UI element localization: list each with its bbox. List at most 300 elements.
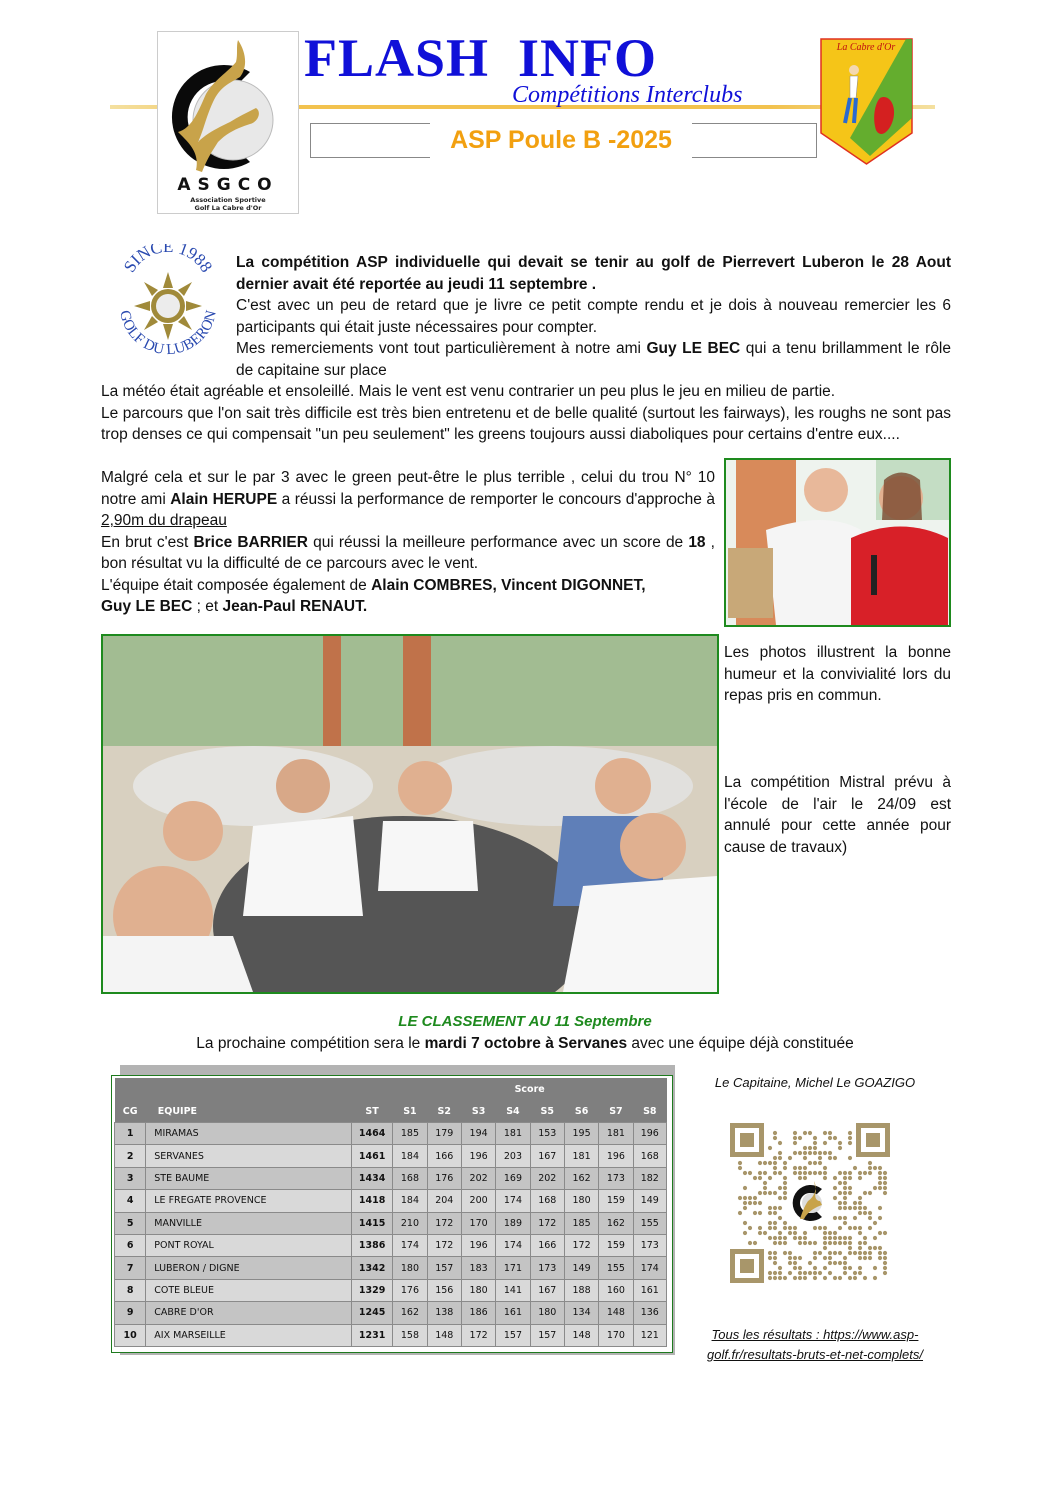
cell-s6: 148 bbox=[564, 1324, 598, 1346]
qr-module bbox=[823, 1171, 827, 1175]
cell-s2: 166 bbox=[427, 1145, 461, 1167]
qr-module bbox=[848, 1226, 852, 1230]
qr-module bbox=[883, 1261, 887, 1265]
qr-module bbox=[798, 1256, 802, 1260]
crest-label: La Cabre d'Or bbox=[836, 42, 896, 53]
qr-module bbox=[818, 1226, 822, 1230]
qr-module bbox=[823, 1236, 827, 1240]
qr-module bbox=[838, 1201, 842, 1205]
cell-s5: 167 bbox=[530, 1279, 564, 1301]
team-names-3: Jean-Paul RENAUT. bbox=[222, 598, 368, 615]
qr-module bbox=[808, 1171, 812, 1175]
cell-s6: 134 bbox=[564, 1302, 598, 1324]
qr-code bbox=[730, 1123, 890, 1283]
mistral-note: La compétition Mistral prévu à l'école de l'air le 24/09 est annulé pour cette année pour cause de travaux) bbox=[724, 774, 951, 856]
table-row bbox=[115, 1145, 667, 1167]
qr-module bbox=[848, 1266, 852, 1270]
qr-module bbox=[813, 1151, 817, 1155]
qr-module bbox=[813, 1226, 817, 1230]
table-row bbox=[115, 1167, 667, 1189]
qr-module bbox=[848, 1136, 852, 1140]
logo-line2: Golf La Cabre d'Or bbox=[194, 204, 262, 212]
qr-module bbox=[833, 1251, 837, 1255]
qr-module bbox=[778, 1156, 782, 1160]
qr-module bbox=[858, 1231, 862, 1235]
cell-s8: 121 bbox=[633, 1324, 666, 1346]
qr-module bbox=[883, 1271, 887, 1275]
qr-module bbox=[828, 1156, 832, 1160]
qr-module bbox=[808, 1151, 812, 1155]
page-title: FLASH INFO bbox=[304, 28, 658, 88]
next-competition bbox=[0, 1033, 1050, 1055]
brut-b: qui réussi la meilleure performance avec un score de bbox=[307, 533, 689, 551]
qr-module bbox=[803, 1156, 807, 1160]
qr-module bbox=[748, 1196, 752, 1200]
cell-s2: 176 bbox=[427, 1167, 461, 1189]
qr-module bbox=[883, 1256, 887, 1260]
qr-module bbox=[773, 1221, 777, 1225]
qr-module bbox=[843, 1186, 847, 1190]
qr-module bbox=[848, 1276, 852, 1280]
qr-module bbox=[878, 1256, 882, 1260]
qr-module bbox=[833, 1196, 837, 1200]
qr-module bbox=[783, 1196, 787, 1200]
qr-module bbox=[878, 1171, 882, 1175]
qr-module bbox=[818, 1271, 822, 1275]
qr-module bbox=[813, 1171, 817, 1175]
qr-module bbox=[758, 1171, 762, 1175]
approach-distance: 2,90m du drapeau bbox=[101, 512, 227, 529]
cell-st: 1464 bbox=[351, 1123, 392, 1145]
qr-module bbox=[863, 1276, 867, 1280]
column-header-s4: S4 bbox=[496, 1100, 530, 1123]
cabre-dor-crest bbox=[820, 38, 913, 165]
cell-cg: 5 bbox=[115, 1212, 146, 1234]
qr-module bbox=[798, 1266, 802, 1270]
qr-module bbox=[793, 1131, 797, 1135]
qr-module bbox=[773, 1171, 777, 1175]
qr-module bbox=[833, 1261, 837, 1265]
cell-s5: 168 bbox=[530, 1190, 564, 1212]
cell-s2: 179 bbox=[427, 1123, 461, 1145]
cell-equipe: PONT ROYAL bbox=[146, 1234, 352, 1256]
cell-equipe: MANVILLE bbox=[146, 1212, 352, 1234]
qr-module bbox=[883, 1186, 887, 1190]
team-a: L'équipe était composée également de bbox=[101, 576, 372, 594]
qr-module bbox=[763, 1186, 767, 1190]
qr-module bbox=[833, 1236, 837, 1240]
logo-line1: Association Sportive bbox=[190, 196, 266, 204]
cell-s6: 149 bbox=[564, 1257, 598, 1279]
qr-module bbox=[798, 1171, 802, 1175]
cell-s4: 157 bbox=[496, 1324, 530, 1346]
qr-module bbox=[798, 1271, 802, 1275]
qr-module bbox=[743, 1196, 747, 1200]
column-header-s8: S8 bbox=[633, 1100, 666, 1123]
qr-module bbox=[858, 1256, 862, 1260]
cell-equipe: STE BAUME bbox=[146, 1167, 352, 1189]
table-row bbox=[115, 1302, 667, 1324]
logo-letters: ASGCO bbox=[177, 175, 279, 195]
cell-equipe: MIRAMAS bbox=[146, 1123, 352, 1145]
qr-module bbox=[823, 1241, 827, 1245]
qr-module bbox=[868, 1226, 872, 1230]
qr-module bbox=[823, 1226, 827, 1230]
cell-cg: 1 bbox=[115, 1123, 146, 1145]
team-mid: ; et bbox=[192, 598, 223, 615]
qr-module bbox=[848, 1131, 852, 1135]
qr-module bbox=[838, 1226, 842, 1230]
qr-module bbox=[768, 1221, 772, 1225]
column-header-equipe: EQUIPE bbox=[146, 1100, 352, 1123]
cell-s5: 202 bbox=[530, 1167, 564, 1189]
qr-module bbox=[778, 1241, 782, 1245]
cell-s8: 196 bbox=[633, 1123, 666, 1145]
qr-module bbox=[793, 1231, 797, 1235]
cell-s8: 149 bbox=[633, 1190, 666, 1212]
cell-s2: 157 bbox=[427, 1257, 461, 1279]
cell-s3: 196 bbox=[461, 1145, 495, 1167]
team-names-2: Guy LE BEC bbox=[101, 598, 193, 615]
qr-module bbox=[793, 1166, 797, 1170]
qr-module bbox=[858, 1171, 862, 1175]
qr-module bbox=[853, 1251, 857, 1255]
qr-module bbox=[883, 1266, 887, 1270]
captain-name: Guy LE BEC bbox=[646, 340, 741, 357]
cell-st: 1461 bbox=[351, 1145, 392, 1167]
cell-st: 1342 bbox=[351, 1257, 392, 1279]
intro-p1: C'est avec un peu de retard que je livre ce petit compte rendu et je dois à nouveau remercier les 6 participants qui était juste nécessaires pour compter. bbox=[236, 297, 951, 336]
qr-module bbox=[848, 1251, 852, 1255]
cell-s1: 174 bbox=[393, 1234, 427, 1256]
qr-module bbox=[783, 1226, 787, 1230]
qr-module bbox=[798, 1151, 802, 1155]
qr-module bbox=[793, 1171, 797, 1175]
qr-module bbox=[783, 1176, 787, 1180]
qr-module bbox=[758, 1161, 762, 1165]
cell-s8: 155 bbox=[633, 1212, 666, 1234]
cell-s8: 173 bbox=[633, 1234, 666, 1256]
column-header-cg: CG bbox=[115, 1100, 146, 1123]
qr-module bbox=[783, 1241, 787, 1245]
cell-s2: 172 bbox=[427, 1212, 461, 1234]
qr-module bbox=[848, 1191, 852, 1195]
qr-module bbox=[858, 1266, 862, 1270]
qr-module bbox=[848, 1156, 852, 1160]
qr-module bbox=[763, 1171, 767, 1175]
qr-module bbox=[778, 1236, 782, 1240]
qr-module bbox=[743, 1221, 747, 1225]
qr-module bbox=[828, 1231, 832, 1235]
qr-module bbox=[753, 1176, 757, 1180]
qr-module bbox=[878, 1206, 882, 1210]
qr-module bbox=[808, 1146, 812, 1150]
qr-module bbox=[833, 1241, 837, 1245]
qr-module bbox=[788, 1256, 792, 1260]
qr-module bbox=[833, 1231, 837, 1235]
qr-module bbox=[813, 1141, 817, 1145]
qr-module bbox=[818, 1251, 822, 1255]
qr-module bbox=[853, 1226, 857, 1230]
qr-module bbox=[843, 1261, 847, 1265]
cell-cg: 7 bbox=[115, 1257, 146, 1279]
qr-module bbox=[868, 1216, 872, 1220]
qr-module bbox=[838, 1261, 842, 1265]
column-header-st: ST bbox=[351, 1100, 392, 1123]
qr-module bbox=[843, 1236, 847, 1240]
cell-s1: 168 bbox=[393, 1167, 427, 1189]
qr-module bbox=[793, 1136, 797, 1140]
qr-module bbox=[748, 1226, 752, 1230]
qr-module bbox=[823, 1176, 827, 1180]
next-b: avec une équipe déjà constituée bbox=[627, 1035, 854, 1052]
column-header-s7: S7 bbox=[599, 1100, 633, 1123]
intro-p2-text-end: qui a tenu brillamment le rôle de capitaine sur place bbox=[236, 340, 951, 379]
qr-module bbox=[863, 1256, 867, 1260]
qr-module bbox=[863, 1251, 867, 1255]
cell-s1: 185 bbox=[393, 1123, 427, 1145]
qr-module bbox=[838, 1276, 842, 1280]
qr-module bbox=[758, 1176, 762, 1180]
qr-module bbox=[768, 1256, 772, 1260]
qr-module bbox=[853, 1276, 857, 1280]
award-photo bbox=[724, 458, 951, 627]
cell-st: 1329 bbox=[351, 1279, 392, 1301]
qr-module bbox=[813, 1266, 817, 1270]
qr-module bbox=[793, 1141, 797, 1145]
cell-s8: 161 bbox=[633, 1279, 666, 1301]
cell-s3: 194 bbox=[461, 1123, 495, 1145]
qr-module bbox=[868, 1171, 872, 1175]
cell-equipe: AIX MARSEILLE bbox=[146, 1324, 352, 1346]
cell-s2: 138 bbox=[427, 1302, 461, 1324]
qr-module bbox=[793, 1226, 797, 1230]
cell-s8: 136 bbox=[633, 1302, 666, 1324]
cell-s6: 180 bbox=[564, 1190, 598, 1212]
column-header-row bbox=[115, 1100, 667, 1123]
qr-module bbox=[768, 1276, 772, 1280]
qr-module bbox=[743, 1206, 747, 1210]
classement-title: LE CLASSEMENT AU 11 Septembre bbox=[398, 1013, 652, 1030]
qr-module bbox=[818, 1161, 822, 1165]
photos-caption: Les photos illustrent la bonne humeur et la convivialité lors du repas pris en commun. bbox=[724, 644, 951, 704]
results-link[interactable]: Tous les résultats : https://www.asp-golf.fr/resultats-bruts-et-net-complets/ bbox=[706, 1327, 924, 1362]
qr-module bbox=[878, 1186, 882, 1190]
qr-module bbox=[873, 1186, 877, 1190]
qr-module bbox=[883, 1181, 887, 1185]
cell-s6: 172 bbox=[564, 1234, 598, 1256]
cell-s4: 174 bbox=[496, 1234, 530, 1256]
qr-module bbox=[748, 1241, 752, 1245]
approach-a: Malgré cela et sur le par 3 avec le green peut-être le plus terrible , celui du trou N° 10 notre ami bbox=[101, 469, 715, 508]
qr-module bbox=[783, 1221, 787, 1225]
qr-module bbox=[768, 1191, 772, 1195]
qr-module bbox=[848, 1186, 852, 1190]
qr-module bbox=[758, 1231, 762, 1235]
qr-module bbox=[803, 1276, 807, 1280]
qr-module bbox=[813, 1146, 817, 1150]
qr-module bbox=[878, 1231, 882, 1235]
qr-module bbox=[878, 1166, 882, 1170]
qr-module bbox=[843, 1221, 847, 1225]
qr-module bbox=[803, 1176, 807, 1180]
cell-cg: 4 bbox=[115, 1190, 146, 1212]
qr-module bbox=[883, 1191, 887, 1195]
table-row bbox=[115, 1324, 667, 1346]
cell-st: 1415 bbox=[351, 1212, 392, 1234]
intro-p2-text: Mes remerciements vont tout particulièrement à notre ami bbox=[236, 340, 647, 357]
cell-cg: 2 bbox=[115, 1145, 146, 1167]
column-header-s1: S1 bbox=[393, 1100, 427, 1123]
qr-module bbox=[848, 1206, 852, 1210]
qr-module bbox=[838, 1146, 842, 1150]
qr-module bbox=[758, 1211, 762, 1215]
cell-s7: 162 bbox=[599, 1212, 633, 1234]
qr-module bbox=[788, 1156, 792, 1160]
brut-a: En brut c'est bbox=[101, 533, 194, 551]
qr-module bbox=[768, 1146, 772, 1150]
qr-module bbox=[803, 1151, 807, 1155]
qr-module bbox=[763, 1161, 767, 1165]
qr-module bbox=[773, 1251, 777, 1255]
cell-s5: 166 bbox=[530, 1234, 564, 1256]
page-subtitle: Compétitions Interclubs bbox=[512, 82, 743, 108]
qr-module bbox=[833, 1186, 837, 1190]
qr-module bbox=[788, 1226, 792, 1230]
qr-module bbox=[858, 1271, 862, 1275]
qr-module bbox=[738, 1196, 742, 1200]
qr-module bbox=[848, 1241, 852, 1245]
qr-module bbox=[778, 1196, 782, 1200]
cell-s1: 184 bbox=[393, 1190, 427, 1212]
qr-module bbox=[863, 1206, 867, 1210]
qr-module bbox=[843, 1191, 847, 1195]
cell-s8: 174 bbox=[633, 1257, 666, 1279]
qr-module bbox=[828, 1236, 832, 1240]
asgco-logo bbox=[157, 31, 299, 214]
qr-module bbox=[873, 1236, 877, 1240]
cell-s3: 180 bbox=[461, 1279, 495, 1301]
qr-module bbox=[768, 1271, 772, 1275]
weather-block bbox=[101, 381, 951, 446]
cell-s6: 181 bbox=[564, 1145, 598, 1167]
qr-module bbox=[783, 1251, 787, 1255]
qr-module bbox=[878, 1251, 882, 1255]
qr-module bbox=[778, 1186, 782, 1190]
table-row bbox=[115, 1234, 667, 1256]
table-row bbox=[115, 1123, 667, 1145]
qr-module bbox=[778, 1276, 782, 1280]
score-group-header: Score bbox=[393, 1078, 667, 1100]
qr-module bbox=[783, 1166, 787, 1170]
qr-module bbox=[838, 1141, 842, 1145]
next-a: La prochaine compétition sera le bbox=[196, 1035, 425, 1052]
qr-module bbox=[778, 1231, 782, 1235]
qr-module bbox=[878, 1181, 882, 1185]
qr-module bbox=[743, 1231, 747, 1235]
cell-s1: 210 bbox=[393, 1212, 427, 1234]
qr-module bbox=[773, 1236, 777, 1240]
qr-module bbox=[848, 1141, 852, 1145]
qr-module bbox=[778, 1171, 782, 1175]
qr-module bbox=[758, 1226, 762, 1230]
qr-module bbox=[803, 1166, 807, 1170]
cell-cg: 6 bbox=[115, 1234, 146, 1256]
qr-module bbox=[833, 1216, 837, 1220]
cell-cg: 3 bbox=[115, 1167, 146, 1189]
qr-module bbox=[823, 1276, 827, 1280]
qr-module bbox=[823, 1246, 827, 1250]
qr-module bbox=[883, 1251, 887, 1255]
qr-module bbox=[838, 1216, 842, 1220]
qr-module bbox=[748, 1171, 752, 1175]
qr-module bbox=[768, 1226, 772, 1230]
qr-module bbox=[808, 1261, 812, 1265]
qr-module bbox=[858, 1196, 862, 1200]
qr-module bbox=[858, 1206, 862, 1210]
qr-module bbox=[838, 1171, 842, 1175]
qr-module bbox=[773, 1261, 777, 1265]
qr-module bbox=[773, 1271, 777, 1275]
brut-c: , bon résultat vu la difficulté de ce parcours avec le vent. bbox=[101, 533, 715, 572]
approach-b: a réussi la performance de remporter le concours d'approche à bbox=[277, 490, 715, 508]
qr-module bbox=[868, 1256, 872, 1260]
qr-module bbox=[858, 1251, 862, 1255]
qr-module bbox=[753, 1196, 757, 1200]
qr-module bbox=[798, 1136, 802, 1140]
approach-text bbox=[101, 467, 715, 532]
cell-s4: 169 bbox=[496, 1167, 530, 1189]
qr-module bbox=[788, 1271, 792, 1275]
qr-module bbox=[778, 1271, 782, 1275]
qr-module bbox=[738, 1161, 742, 1165]
qr-module bbox=[818, 1156, 822, 1160]
qr-module bbox=[773, 1206, 777, 1210]
cell-st: 1231 bbox=[351, 1324, 392, 1346]
cell-s3: 200 bbox=[461, 1190, 495, 1212]
qr-module bbox=[828, 1136, 832, 1140]
qr-module bbox=[768, 1161, 772, 1165]
qr-module bbox=[803, 1231, 807, 1235]
qr-module bbox=[833, 1276, 837, 1280]
cell-s3: 196 bbox=[461, 1234, 495, 1256]
qr-module bbox=[823, 1266, 827, 1270]
cell-equipe: CABRE D'OR bbox=[146, 1302, 352, 1324]
cell-s7: 170 bbox=[599, 1324, 633, 1346]
cell-s4: 189 bbox=[496, 1212, 530, 1234]
cell-s5: 180 bbox=[530, 1302, 564, 1324]
qr-module bbox=[778, 1266, 782, 1270]
cell-s5: 157 bbox=[530, 1324, 564, 1346]
cell-s4: 174 bbox=[496, 1190, 530, 1212]
cell-s7: 159 bbox=[599, 1190, 633, 1212]
qr-module bbox=[863, 1236, 867, 1240]
cell-s7: 196 bbox=[599, 1145, 633, 1167]
qr-module bbox=[823, 1141, 827, 1145]
qr-module bbox=[808, 1241, 812, 1245]
column-header-s3: S3 bbox=[461, 1100, 495, 1123]
qr-module bbox=[773, 1256, 777, 1260]
cell-s4: 161 bbox=[496, 1302, 530, 1324]
luberon-top-text: SINCE 1988 bbox=[119, 244, 217, 276]
qr-module bbox=[833, 1176, 837, 1180]
qr-module bbox=[798, 1276, 802, 1280]
cell-s5: 167 bbox=[530, 1145, 564, 1167]
qr-module bbox=[873, 1266, 877, 1270]
cell-s6: 195 bbox=[564, 1123, 598, 1145]
table-body bbox=[115, 1123, 667, 1347]
qr-module bbox=[773, 1226, 777, 1230]
